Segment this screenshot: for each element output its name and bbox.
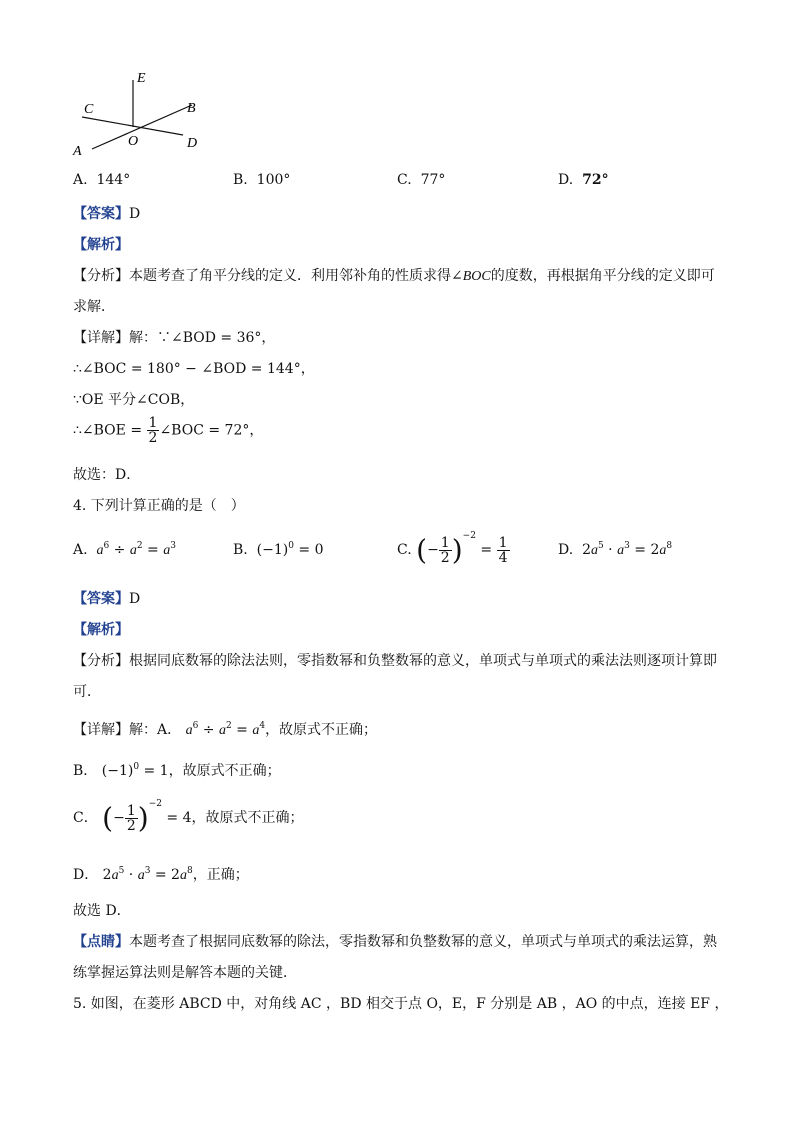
q3-conclusion: 故选：D．: [73, 467, 141, 483]
q3-option-c: C. 77°: [397, 172, 446, 188]
q4-option-a: A. $a^6 \div a^2 = a^3$: [73, 541, 176, 558]
q4-dianjing-line1: 【点睛】本题考查了根据同底数幂的除法，零指数幂和负整数幂的意义，单项式与单项式的乘法运算，熟: [73, 934, 717, 950]
q3-option-d: D. 72°: [558, 172, 609, 188]
q4-option-b: B. $(-1)^0 = 0$: [233, 541, 324, 558]
q3-detail-line2: ∴∠BOC = 180° − ∠BOD = 144°，: [73, 361, 315, 377]
q4-stem: 4. 下列计算正确的是（ ）: [73, 498, 245, 514]
q3-analysis-heading: 【解析】: [73, 237, 129, 253]
q3-fenxi-line2: 求解．: [73, 299, 115, 315]
label-A: A: [73, 144, 82, 159]
q4-fenxi-line2: 可．: [73, 684, 101, 700]
q3-option-a: A. 144°: [73, 172, 131, 188]
q3-detail-line4: ∴∠BOE = $\frac{1}{2}$ ∠BOC = 72°，: [73, 415, 264, 446]
q4-option-c: C. (− $\frac{1}{2}$ )$^{-2}$ = $\frac{1}{4}$: [397, 531, 508, 567]
q4-detail-c: C． (− $\frac{1}{2}$ )$^{-2}$ = 4，故原式不正确；: [73, 799, 304, 835]
angle-figure: [70, 66, 220, 162]
label-D: D: [187, 136, 198, 151]
q4-dianjing-line2: 练掌握运算法则是解答本题的关键．: [73, 965, 297, 981]
q3-option-b: B. 100°: [233, 172, 291, 188]
q4-option-d: D. $2a^5 \cdot a^3 = 2a^8$: [558, 541, 673, 558]
q5-stem: 5. 如图，在菱形 ABCD 中，对角线 AC ，BD 相交于点 O，E，F 分别是 AB ，AO 的中点，连接 EF ，: [73, 996, 729, 1012]
label-O: O: [128, 134, 139, 149]
label-B: B: [187, 101, 196, 116]
q4-detail-a: 【详解】解：A． $a^6 \div a^2 = a^4$，故原式不正确；: [73, 721, 378, 738]
q4-fenxi-line1: 【分析】根据同底数幂的除法法则，零指数幂和负整数幂的意义，单项式与单项式的乘法法则逐项计算即: [73, 653, 717, 669]
label-E: E: [137, 71, 146, 86]
q3-fenxi-line1: 【分析】本题考查了角平分线的定义．利用邻补角的性质求得∠BOC的度数，再根据角平分线的定义即可: [73, 268, 715, 284]
q4-detail-b: B． $(-1)^0 = 1$，故原式不正确；: [73, 762, 281, 779]
q4-analysis-heading: 【解析】: [73, 622, 129, 638]
q4-detail-d: D． $2a^5 \cdot a^3 = 2a^8$，正确；: [73, 866, 249, 883]
q4-conclusion: 故选 D．: [73, 903, 131, 919]
q3-detail-line3: ∵OE 平分∠COB，: [73, 392, 195, 408]
q4-answer: 【答案】D: [73, 591, 141, 607]
q3-detail-line1: 【详解】解：∵∠BOD = 36°，: [73, 330, 276, 346]
label-C: C: [84, 102, 94, 117]
q3-answer: 【答案】D: [73, 206, 141, 222]
